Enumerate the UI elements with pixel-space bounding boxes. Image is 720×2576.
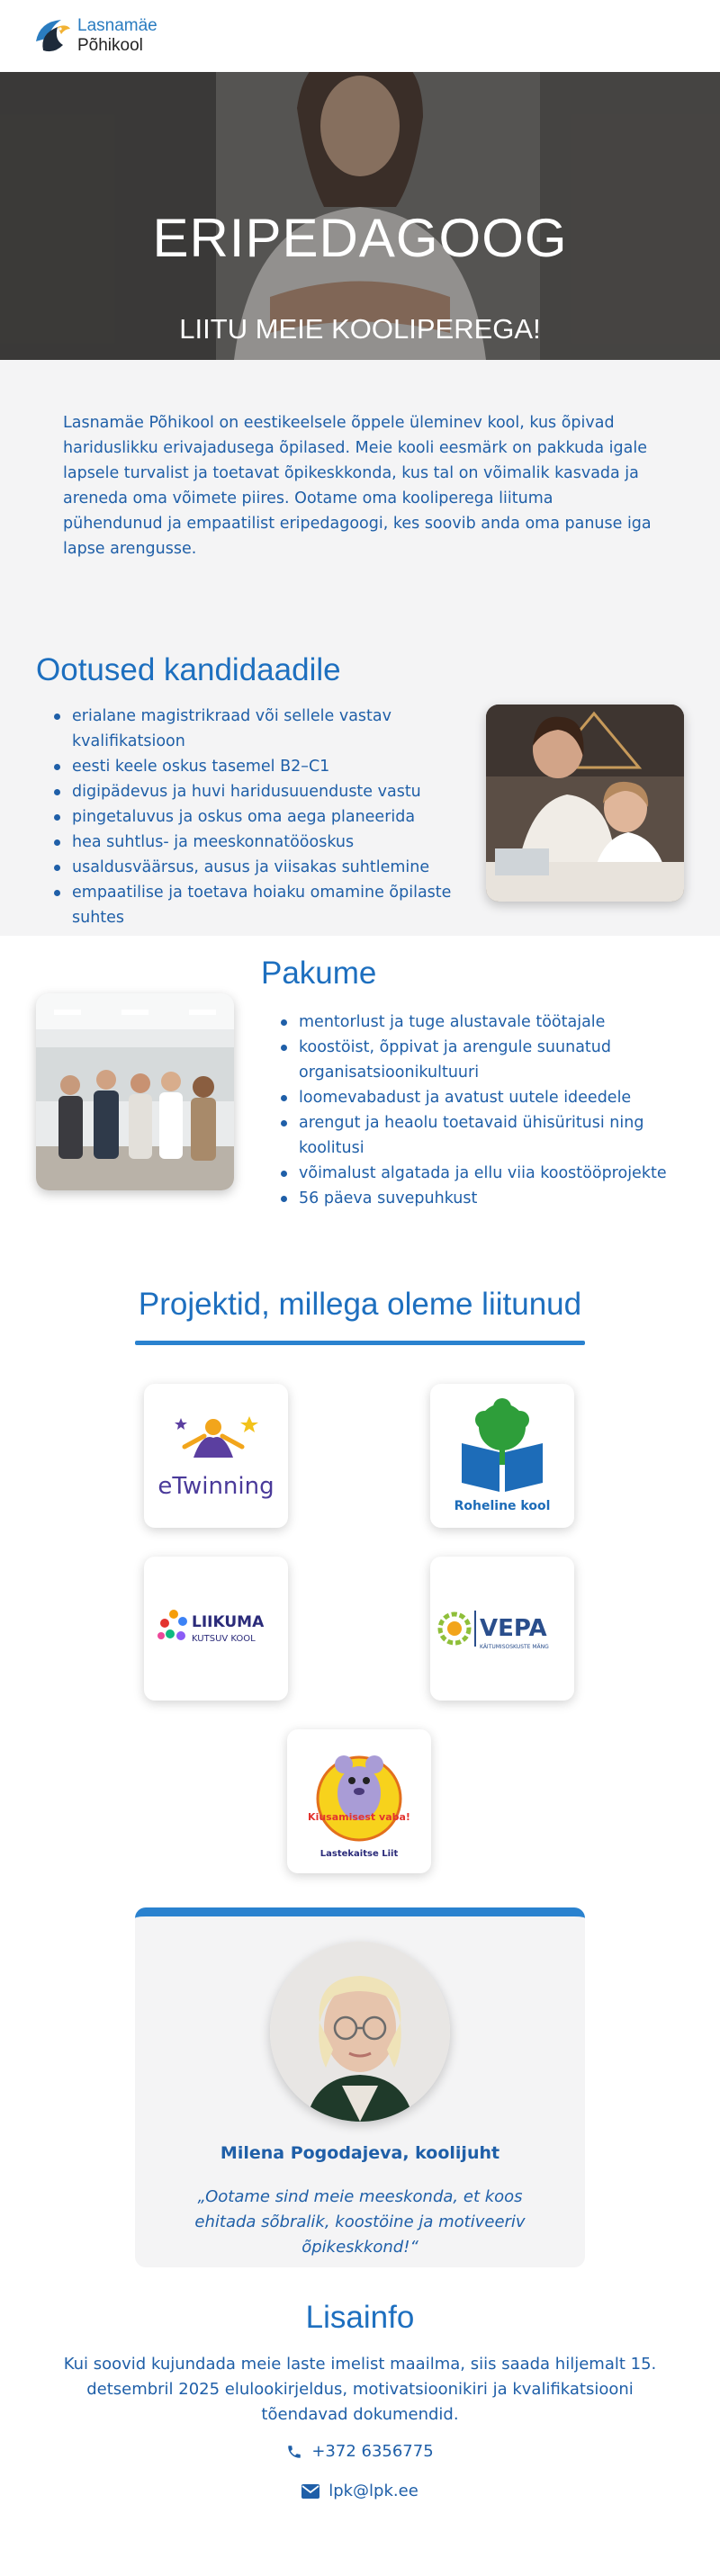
- svg-text:KUTSUV KOOL: KUTSUV KOOL: [192, 1634, 256, 1644]
- svg-text:Roheline kool: Roheline kool: [454, 1499, 551, 1513]
- svg-text:Kiusamisest vaba!: Kiusamisest vaba!: [308, 1811, 410, 1823]
- site-header: [0, 0, 720, 72]
- list-item: 56 päeva suvepuhkust: [279, 1186, 693, 1211]
- logo-line-2: Põhikool: [77, 36, 143, 55]
- email-address[interactable]: lpk@lpk.ee: [328, 2482, 418, 2500]
- projects-divider: [135, 1341, 585, 1345]
- school-logo-text[interactable]: [77, 16, 158, 56]
- envelope-icon: [302, 2484, 320, 2499]
- principal-quote-text: „Ootame sind meie meeskonda, et koos ehitada sõbralik, koostöine ja motiveeriv õpikeskkond!“: [194, 2187, 526, 2257]
- team-meeting-photo: [36, 993, 234, 1190]
- list-item: koostöist, õppivat ja arengule suunatud organisatsioonikultuuri: [279, 1035, 693, 1085]
- principal-name: Milena Pogodajeva, koolijuht: [220, 2143, 500, 2163]
- more-info-text: Kui soovid kujundada meie laste imelist maailma, siis saada hiljemalt 15. detsembril 2025 elulookirjeldus, motivatsioonikiri ja kvalifikatsiooni tõendavad dokumendid.: [63, 2355, 657, 2424]
- liikuma-kutsuv-kool-logo-icon: [148, 1566, 284, 1692]
- list-item: hea suhtlus- ja meeskonnatööoskus: [52, 830, 457, 855]
- list-item: võimalust algatada ja ellu viia koostööprojekte: [279, 1161, 693, 1186]
- kiusamisest-vaba-logo-card[interactable]: [287, 1729, 431, 1873]
- list-item: empaatilise ja toetava hoiaku omamine õpilaste suhtes: [52, 880, 457, 930]
- offers-heading: Pakume: [261, 956, 377, 991]
- more-info-section: [0, 2285, 720, 2536]
- hero-subtitle: LIITU MEIE KOOLIPEREGA!: [179, 313, 541, 345]
- intro-text: Lasnamäe Põhikool on eestikeelsele õppele üleminev kool, kus õpivad hariduslikku erivajadusega õpilased. Meie kooli eesmärk on pakkuda igale lapsele turvalist ja toetavat õpikeskkonda, kus tal on võimalik kasvada ja areneda oma võimete piires. Ootame oma kooliperega liituma pühendunud ja empaatilist eripedagoogi, kes soovib anda oma panuse iga lapse arengusse.: [63, 414, 652, 558]
- list-item: arengut ja heaolu toetavaid ühisüritusi ning koolitusi: [279, 1110, 693, 1161]
- principal-avatar: [270, 1942, 450, 2122]
- svg-text:KÄITUMISOSKUSTE MÄNG: KÄITUMISOSKUSTE MÄNG: [480, 1644, 549, 1650]
- etwinning-logo-card[interactable]: [144, 1384, 288, 1528]
- list-item: mentorlust ja tuge alustavale töötajale: [279, 1010, 693, 1035]
- hero-banner: [0, 72, 720, 360]
- intro-section: [0, 360, 720, 589]
- offers-list: [279, 1010, 693, 1211]
- list-item: pingetaluvus ja oskus oma aega planeerida: [52, 804, 457, 830]
- more-info-heading: Lisainfo: [305, 2300, 415, 2335]
- teacher-with-child-photo: [486, 705, 684, 902]
- email-contact[interactable]: [0, 2482, 720, 2500]
- phone-icon: [286, 2444, 302, 2460]
- vepa-logo-icon: [435, 1566, 570, 1692]
- requirements-heading: Ootused kandidaadile: [36, 652, 341, 687]
- kiusamisest-vaba-bear-icon: [292, 1734, 427, 1869]
- list-item: erialane magistrikraad või sellele vastav kvalifikatsioon: [52, 704, 457, 754]
- requirements-section: [0, 589, 720, 936]
- liikuma-kutsuv-kool-logo-card[interactable]: [144, 1557, 288, 1701]
- principal-quote-section: [0, 1907, 720, 2285]
- offers-section: [0, 936, 720, 1287]
- principal-quote-card: [135, 1907, 585, 2267]
- hero-title: ERIPEDAGOOG: [152, 208, 568, 268]
- svg-text:VEPA: VEPA: [480, 1615, 547, 1642]
- requirements-list: [52, 704, 457, 930]
- etwinning-logo-icon: [148, 1393, 284, 1519]
- phone-contact[interactable]: [0, 2442, 720, 2461]
- projects-section: [0, 1287, 720, 1907]
- svg-text:LIIKUMA: LIIKUMA: [192, 1613, 265, 1631]
- list-item: digipädevus ja huvi haridusuuenduste vastu: [52, 779, 457, 804]
- school-logo-icon[interactable]: [31, 14, 74, 58]
- roheline-kool-logo-card[interactable]: [430, 1384, 574, 1528]
- list-item: eesti keele oskus tasemel B2–C1: [52, 754, 457, 779]
- list-item: loomevabadust ja avatust uutele ideedele: [279, 1085, 693, 1110]
- roheline-kool-logo-icon: [435, 1393, 570, 1519]
- projects-heading: Projektid, millega oleme liitunud: [138, 1287, 582, 1322]
- svg-text:eTwinning: eTwinning: [158, 1473, 274, 1500]
- vepa-logo-card[interactable]: [430, 1557, 574, 1701]
- logo-line-1: Lasnamäe: [77, 16, 158, 35]
- phone-number[interactable]: +372 6356775: [311, 2442, 434, 2461]
- list-item: usaldusväärsus, ausus ja viisakas suhtlemine: [52, 855, 457, 880]
- svg-text:Lastekaitse Liit: Lastekaitse Liit: [320, 1849, 399, 1859]
